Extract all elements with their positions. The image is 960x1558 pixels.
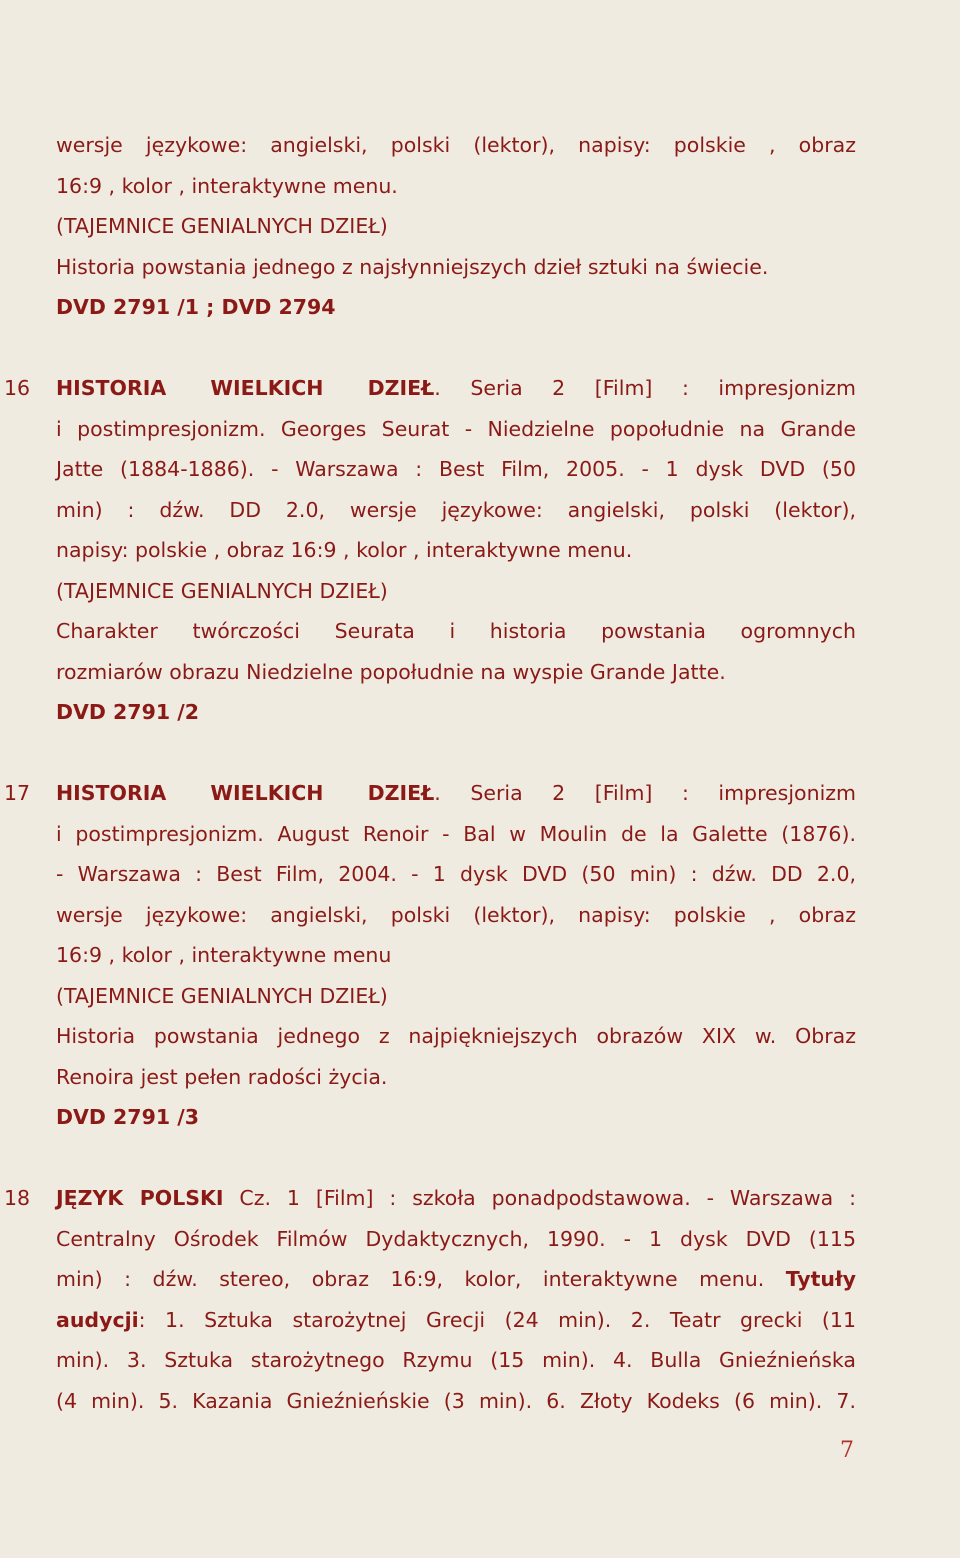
text-line: napisy: polskie , obraz 16:9 , kolor , interaktywne menu. xyxy=(56,538,633,562)
text-span: Cz. 1 [Film] : szkoła ponadpodstawowa. - Warszawa : xyxy=(223,1186,856,1210)
description: Charakter twórczości Seurata i historia powstania ogromnych xyxy=(56,619,856,643)
call-number: DVD 2791 /1 ; DVD 2794 xyxy=(56,295,336,319)
text-line: min). 3. Sztuka starożytnego Rzymu (15 min). 4. Bulla Gnieźnieńska xyxy=(56,1348,856,1372)
series-note: (TAJEMNICE GENIALNYCH DZIEŁ) xyxy=(56,579,388,603)
text-line: Centralny Ośrodek Filmów Dydaktycznych, 1990. - 1 dysk DVD (115 xyxy=(56,1227,856,1251)
entry-number: 16 xyxy=(4,376,31,400)
text-span: min) : dźw. stereo, obraz 16:9, kolor, interaktywne menu. xyxy=(56,1267,786,1291)
text-line: wersje językowe: angielski, polski (lektor), napisy: polskie , obraz xyxy=(56,133,856,157)
entry-title: HISTORIA WIELKICH DZIEŁ xyxy=(56,376,435,400)
page-number: 7 xyxy=(840,1438,854,1463)
text-line: Jatte (1884-1886). - Warszawa : Best Film, 2005. - 1 dysk DVD (50 xyxy=(56,457,856,481)
series-note: (TAJEMNICE GENIALNYCH DZIEŁ) xyxy=(56,984,388,1008)
text-line: 16:9 , kolor , interaktywne menu xyxy=(56,943,392,967)
entry-heading-line xyxy=(56,374,856,402)
text-span: . Seria 2 [Film] : impresjonizm xyxy=(434,376,856,400)
entry-heading-line xyxy=(56,1184,856,1212)
bold-label: Tytuły xyxy=(785,1267,856,1291)
text-line: i postimpresjonizm. Georges Seurat - Niedzielne popołudnie na Grande xyxy=(56,417,856,441)
text-line xyxy=(56,1265,856,1293)
text-line: - Warszawa : Best Film, 2004. - 1 dysk DVD (50 min) : dźw. DD 2.0, xyxy=(56,862,856,886)
text-line: 16:9 , kolor , interaktywne menu. xyxy=(56,174,398,198)
description: rozmiarów obrazu Niedzielne popołudnie na wyspie Grande Jatte. xyxy=(56,660,726,684)
text-line: (4 min). 5. Kazania Gnieźnieńskie (3 min). 6. Złoty Kodeks (6 min). 7. xyxy=(56,1389,856,1413)
call-number: DVD 2791 /2 xyxy=(56,700,199,724)
text-line: wersje językowe: angielski, polski (lektor), napisy: polskie , obraz xyxy=(56,903,856,927)
entry-title: JĘZYK POLSKI xyxy=(56,1186,224,1210)
entry-number: 17 xyxy=(4,781,31,805)
description: Historia powstania jednego z najpiękniejszych obrazów XIX w. Obraz xyxy=(56,1024,856,1048)
text-span: : 1. Sztuka starożytnej Grecji (24 min). 2. Teatr grecki (11 xyxy=(138,1308,856,1332)
text-span: . Seria 2 [Film] : impresjonizm xyxy=(434,781,856,805)
description: Historia powstania jednego z najsłynniejszych dzieł sztuki na świecie. xyxy=(56,255,769,279)
text-line: i postimpresjonizm. August Renoir - Bal w Moulin de la Galette (1876). xyxy=(56,822,856,846)
entry-number: 18 xyxy=(4,1186,31,1210)
entry-title: HISTORIA WIELKICH DZIEŁ xyxy=(56,781,435,805)
description: Renoira jest pełen radości życia. xyxy=(56,1065,388,1089)
entry-heading-line xyxy=(56,779,856,807)
series-note: (TAJEMNICE GENIALNYCH DZIEŁ) xyxy=(56,214,388,238)
text-line xyxy=(56,1306,856,1334)
bold-label: audycji xyxy=(56,1308,139,1332)
call-number: DVD 2791 /3 xyxy=(56,1105,199,1129)
text-line: min) : dźw. DD 2.0, wersje językowe: angielski, polski (lektor), xyxy=(56,498,856,522)
